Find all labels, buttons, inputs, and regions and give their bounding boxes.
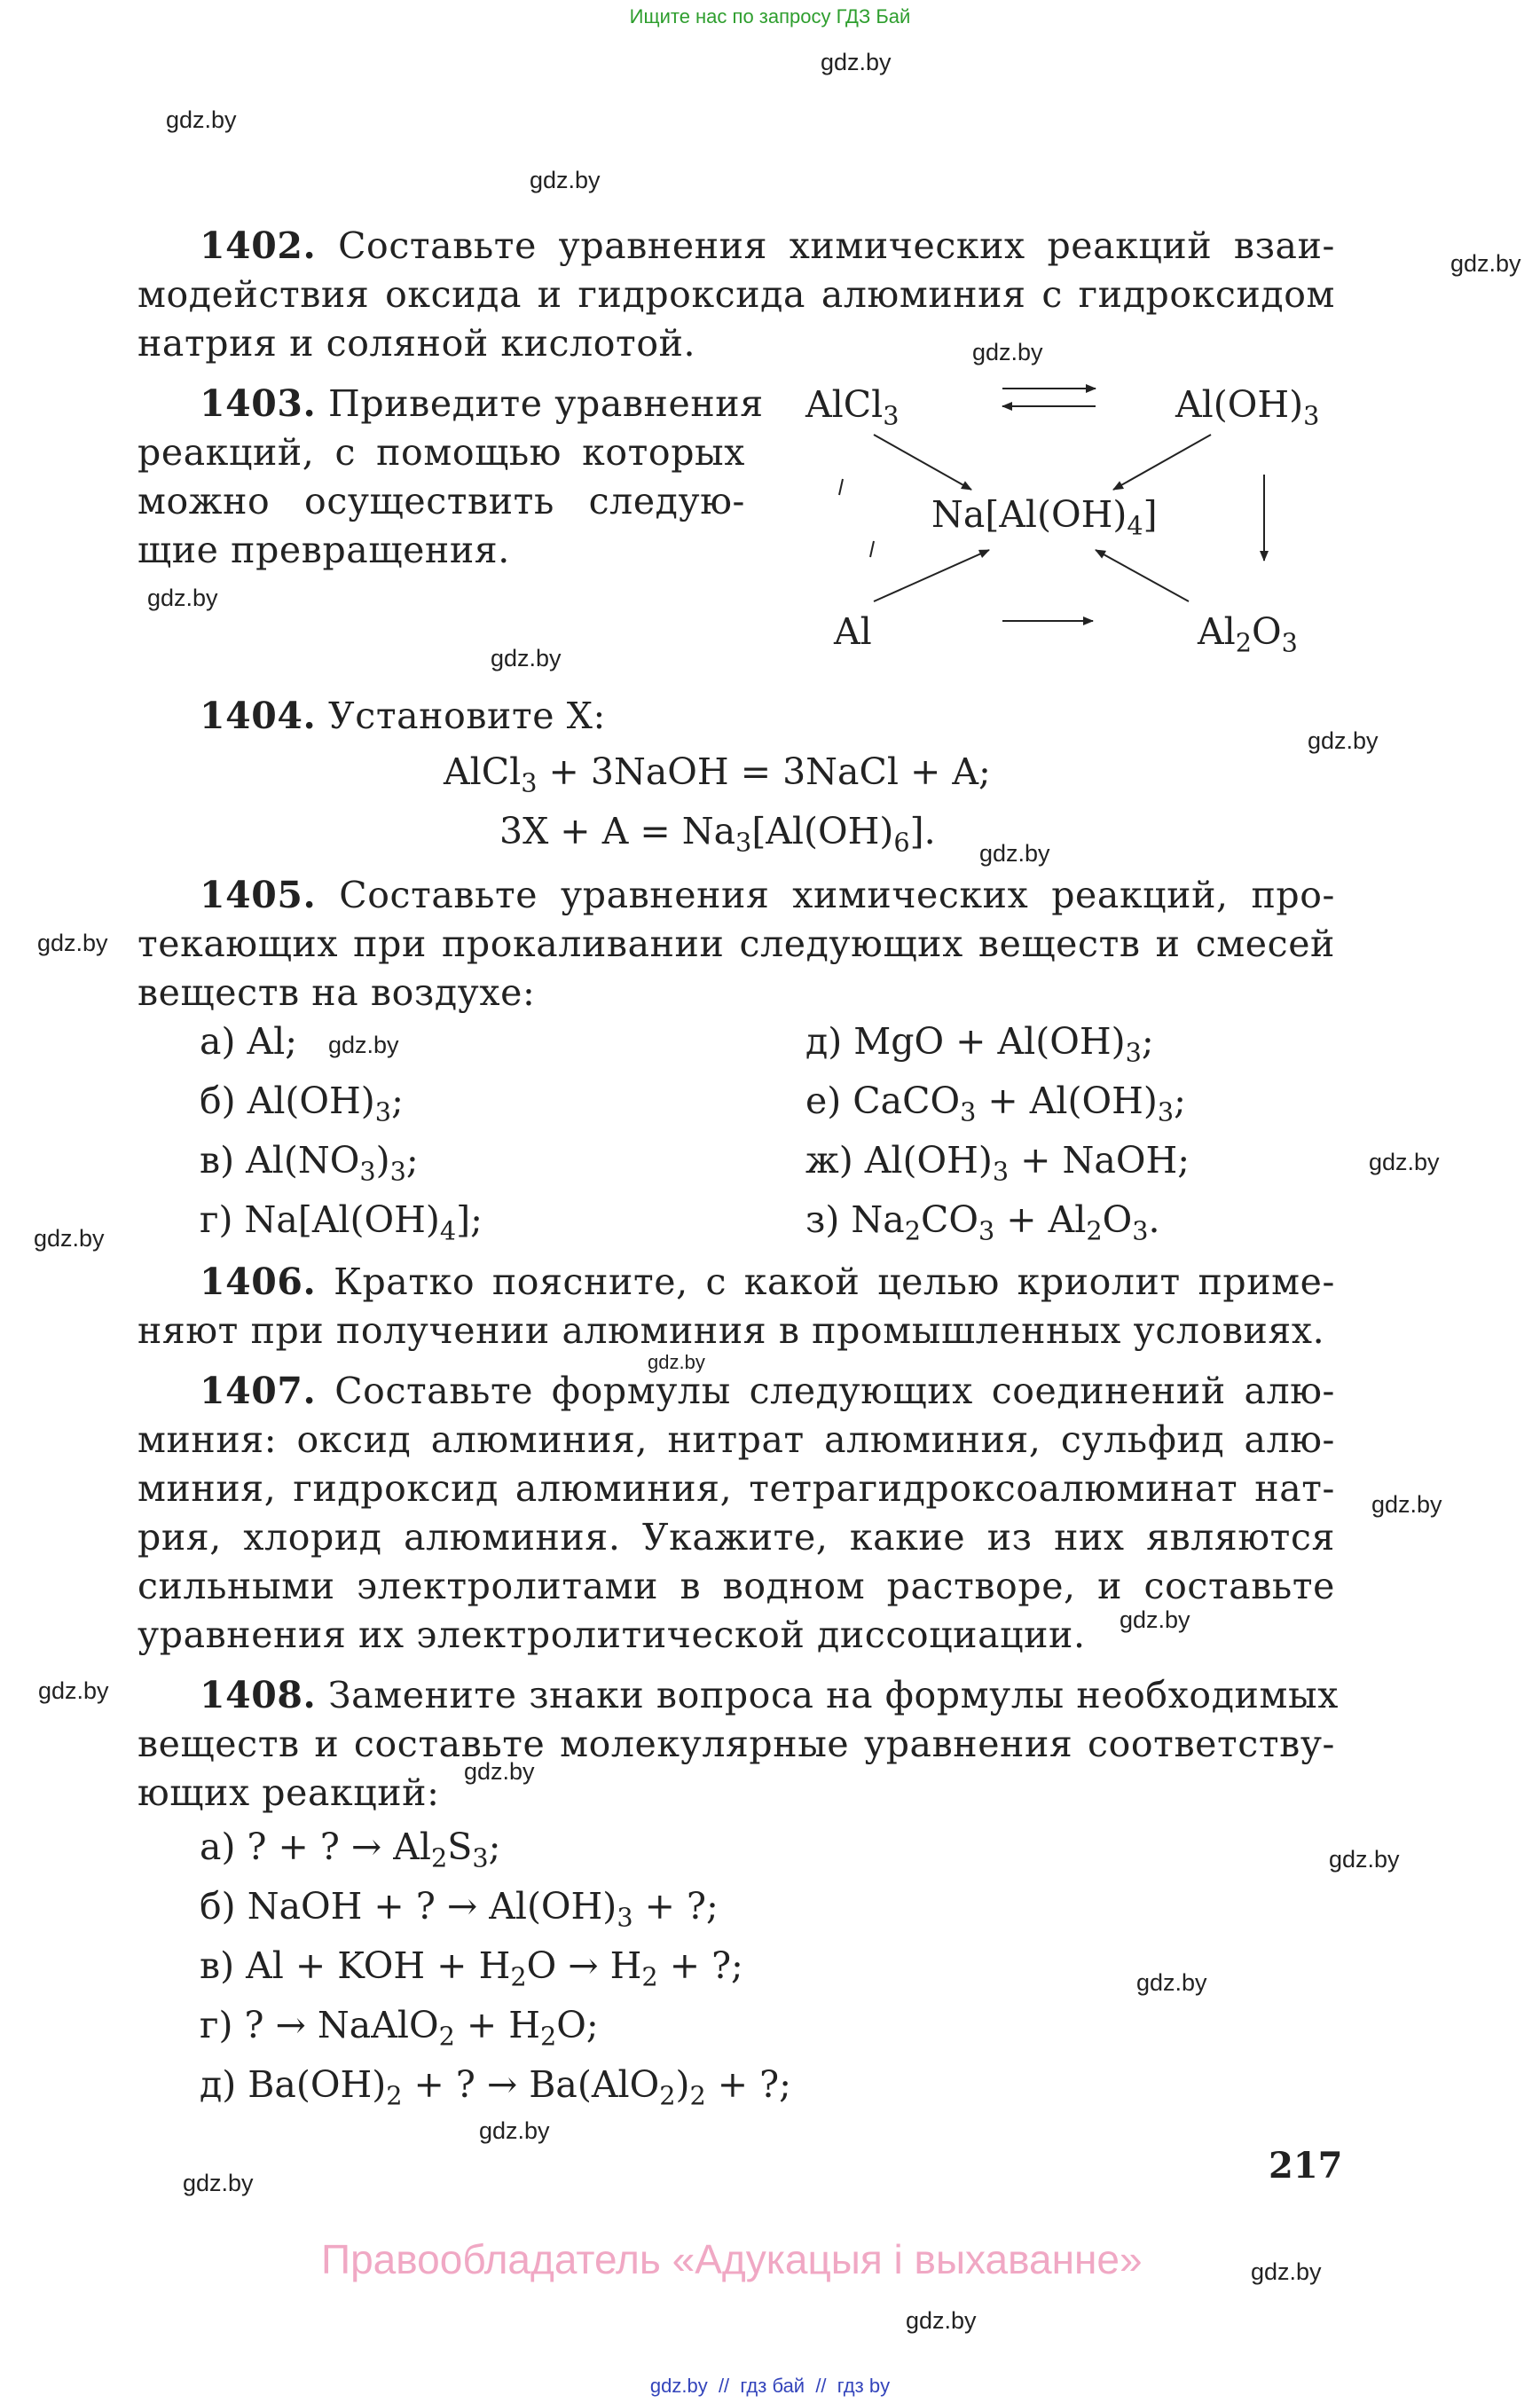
arrow-mark [870, 541, 874, 557]
task-1403-line-3: можно осуществить следую- [138, 480, 745, 522]
list-item-v: в) $Al(NO_3)_3$; [200, 1139, 419, 1187]
reaction-b: б) NaOH + ? → $Al(OH)_3$ + ?; [200, 1885, 719, 1933]
watermark: gdz.by [1136, 1969, 1207, 1996]
top-banner[interactable]: Ищите нас по запросу ГДЗ Бай [629, 5, 911, 27]
watermark: gdz.by [1450, 250, 1521, 277]
watermark: gdz.by [328, 1032, 399, 1058]
watermark: gdz.by [1251, 2258, 1322, 2285]
watermark: gdz.by [821, 49, 892, 75]
watermark: gdz.by [1371, 1491, 1442, 1518]
watermark: gdz.by [1308, 727, 1379, 754]
task-number: 1405. [200, 874, 317, 916]
arrow-al-to-center [874, 550, 989, 601]
watermark: gdz.by [1329, 1846, 1400, 1873]
watermark: gdz.by [979, 840, 1050, 867]
task-1402-line-3: натрия и соляной кислотой. [138, 322, 696, 365]
equation-1404-1: AlCl$_3$ + 3NaOH = 3NaCl + A; [444, 750, 991, 798]
task-1408-line-3: ющих реакций: [138, 1771, 440, 1814]
watermark: gdz.by [648, 1351, 705, 1373]
diagram-alcl3: AlCl$_3$ [805, 383, 900, 431]
arrow-mark [839, 479, 843, 495]
task-1408-line-1: 1408. Замените знаки вопроса на формулы необходимых [200, 1674, 1339, 1716]
list-item-a: а) Al; [200, 1020, 298, 1063]
task-number: 1403. [200, 382, 317, 425]
watermark: gdz.by [530, 167, 601, 193]
arrow-aloh3-to-center [1113, 435, 1211, 490]
task-1408-line-2: веществ и составьте молекулярные уравнения соответству- [138, 1723, 1335, 1765]
equation-1404-2: $3X + A = Na_3[Al(OH)_6]$. [499, 810, 936, 858]
list-item-g: г) $Na[Al(OH)_4]$; [200, 1198, 483, 1246]
watermark: gdz.by [491, 645, 562, 671]
diagram-al: Al [834, 610, 872, 653]
arrow-al2o3-to-center [1096, 550, 1189, 601]
reaction-d: д) $Ba(OH)_2$ + ? → $Ba(AlO_2)_2$ + ?; [200, 2063, 791, 2111]
diagram-aloh3: $Al(OH)_3$ [1175, 383, 1320, 431]
task-1405-line-1: 1405. Составьте уравнения химических реакций, про- [200, 874, 1335, 916]
task-1403-line-1: 1403. Приведите уравнения [200, 382, 764, 425]
task-number: 1407. [200, 1370, 317, 1412]
task-1407-line-4: рия, хлорид алюминия. Укажите, какие из них являются [138, 1516, 1335, 1559]
watermark: gdz.by [1369, 1149, 1440, 1175]
task-1403-line-2: реакций, с помощью которых [138, 431, 745, 474]
task-1405-line-3: веществ на воздухе: [138, 971, 536, 1014]
reaction-g: г) ? → NaAlO$_2$ + $H_2O$; [200, 2004, 599, 2052]
watermark: gdz.by [38, 1677, 109, 1704]
task-1407-line-1: 1407. Составьте формулы следующих соединений алю- [200, 1370, 1335, 1412]
task-1405-line-2: текающих при прокаливании следующих веществ и смесей [138, 923, 1335, 965]
task-number: 1406. [200, 1260, 317, 1303]
watermark: gdz.by [34, 1225, 105, 1252]
page-number: 217 [1269, 2145, 1343, 2187]
list-item-d: д) MgO + $Al(OH)_3$; [805, 1020, 1154, 1068]
list-item-z: з) $Na_2CO_3 + Al_2O_3$. [805, 1198, 1160, 1246]
task-1402-line-2: модействия оксида и гидроксида алюминия с гидроксидом [138, 273, 1335, 316]
task-1404-line: 1404. Установите X: [200, 695, 606, 737]
task-number: 1404. [200, 695, 317, 737]
task-number: 1408. [200, 1674, 317, 1716]
reaction-a: а) ? + ? → $Al_2S_3$; [200, 1826, 501, 1873]
watermark: gdz.by [906, 2307, 977, 2334]
task-1406-line-2: няют при получении алюминия в промышленных условиях. [138, 1309, 1325, 1352]
reaction-v: в) Al + KOH + $H_2O \to H_2$ + ?; [200, 1944, 743, 1992]
diagram-al2o3: $Al_2O_3$ [1198, 610, 1298, 658]
task-1402-line-1: 1402. Составьте уравнения химических реакций взаи- [200, 224, 1335, 267]
watermark: gdz.by [147, 585, 218, 611]
watermark: gdz.by [972, 339, 1043, 365]
arrow-alcl3-to-center [874, 435, 971, 490]
list-item-b: б) $Al(OH)_3$; [200, 1080, 404, 1127]
diagram-naaloh4: $Na[Al(OH)_4]$ [931, 493, 1158, 541]
task-1407-line-3: миния, гидроксид алюминия, тетрагидроксоалюминат нат- [138, 1467, 1335, 1510]
task-1403-line-4: щие превращения. [138, 529, 510, 571]
task-1407-line-5: сильными электролитами в водном растворе, и составьте [138, 1565, 1335, 1607]
list-item-e: е) CaCO$_3$ + $Al(OH)_3$; [805, 1080, 1186, 1127]
watermark: gdz.by [183, 2170, 254, 2196]
footer-links[interactable]: gdz.by // гдз бай // гдз by [649, 2375, 891, 2397]
task-number: 1402. [200, 224, 317, 267]
task-1407-line-6: уравнения их электролитической диссоциации. [138, 1614, 1086, 1656]
list-item-zh: ж) $Al(OH)_3$ + NaOH; [805, 1139, 1190, 1187]
task-1406-line-1: 1406. Кратко поясните, с какой целью криолит приме- [200, 1260, 1335, 1303]
task-1407-line-2: миния: оксид алюминия, нитрат алюминия, сульфид алю- [138, 1418, 1335, 1461]
watermark: gdz.by [166, 106, 237, 133]
watermark: gdz.by [464, 1758, 535, 1785]
watermark: gdz.by [1120, 1606, 1190, 1633]
watermark: gdz.by [479, 2117, 550, 2144]
copyright-notice: Правообладатель «Адукацыя і выхаванне» [321, 2236, 1143, 2282]
watermark: gdz.by [37, 930, 108, 956]
